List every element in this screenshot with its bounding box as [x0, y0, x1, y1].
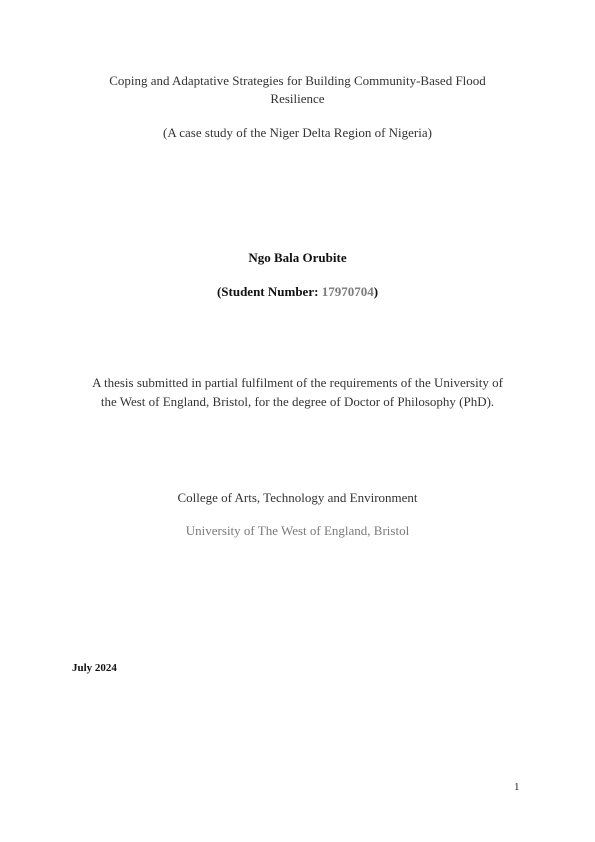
- student-number-value: 17970704: [321, 284, 374, 299]
- thesis-title-line-2: Resilience: [270, 91, 325, 106]
- student-number-close: ): [373, 284, 379, 299]
- thesis-title-line-1: Coping and Adaptative Strategies for Building Community-Based Flood: [109, 73, 486, 88]
- author-name: Ngo Bala Orubite: [248, 250, 347, 265]
- submission-statement: [50, 373, 545, 411]
- page-number: 1: [514, 781, 520, 793]
- thesis-title: [60, 72, 535, 108]
- submission-date: July 2024: [72, 662, 117, 674]
- student-number-label: (Student Number:: [216, 284, 322, 299]
- thesis-subtitle: (A case study of the Niger Delta Region of Nigeria): [163, 125, 432, 140]
- student-number-line: [60, 283, 535, 301]
- college-name: College of Arts, Technology and Environment: [177, 490, 418, 505]
- university-name: University of The West of England, Bristol: [185, 523, 410, 538]
- submission-line-2: the West of England, Bristol, for the degree of Doctor of Philosophy (PhD).: [100, 394, 495, 409]
- submission-line-1: A thesis submitted in partial fulfilment of the requirements of the University of: [92, 375, 503, 390]
